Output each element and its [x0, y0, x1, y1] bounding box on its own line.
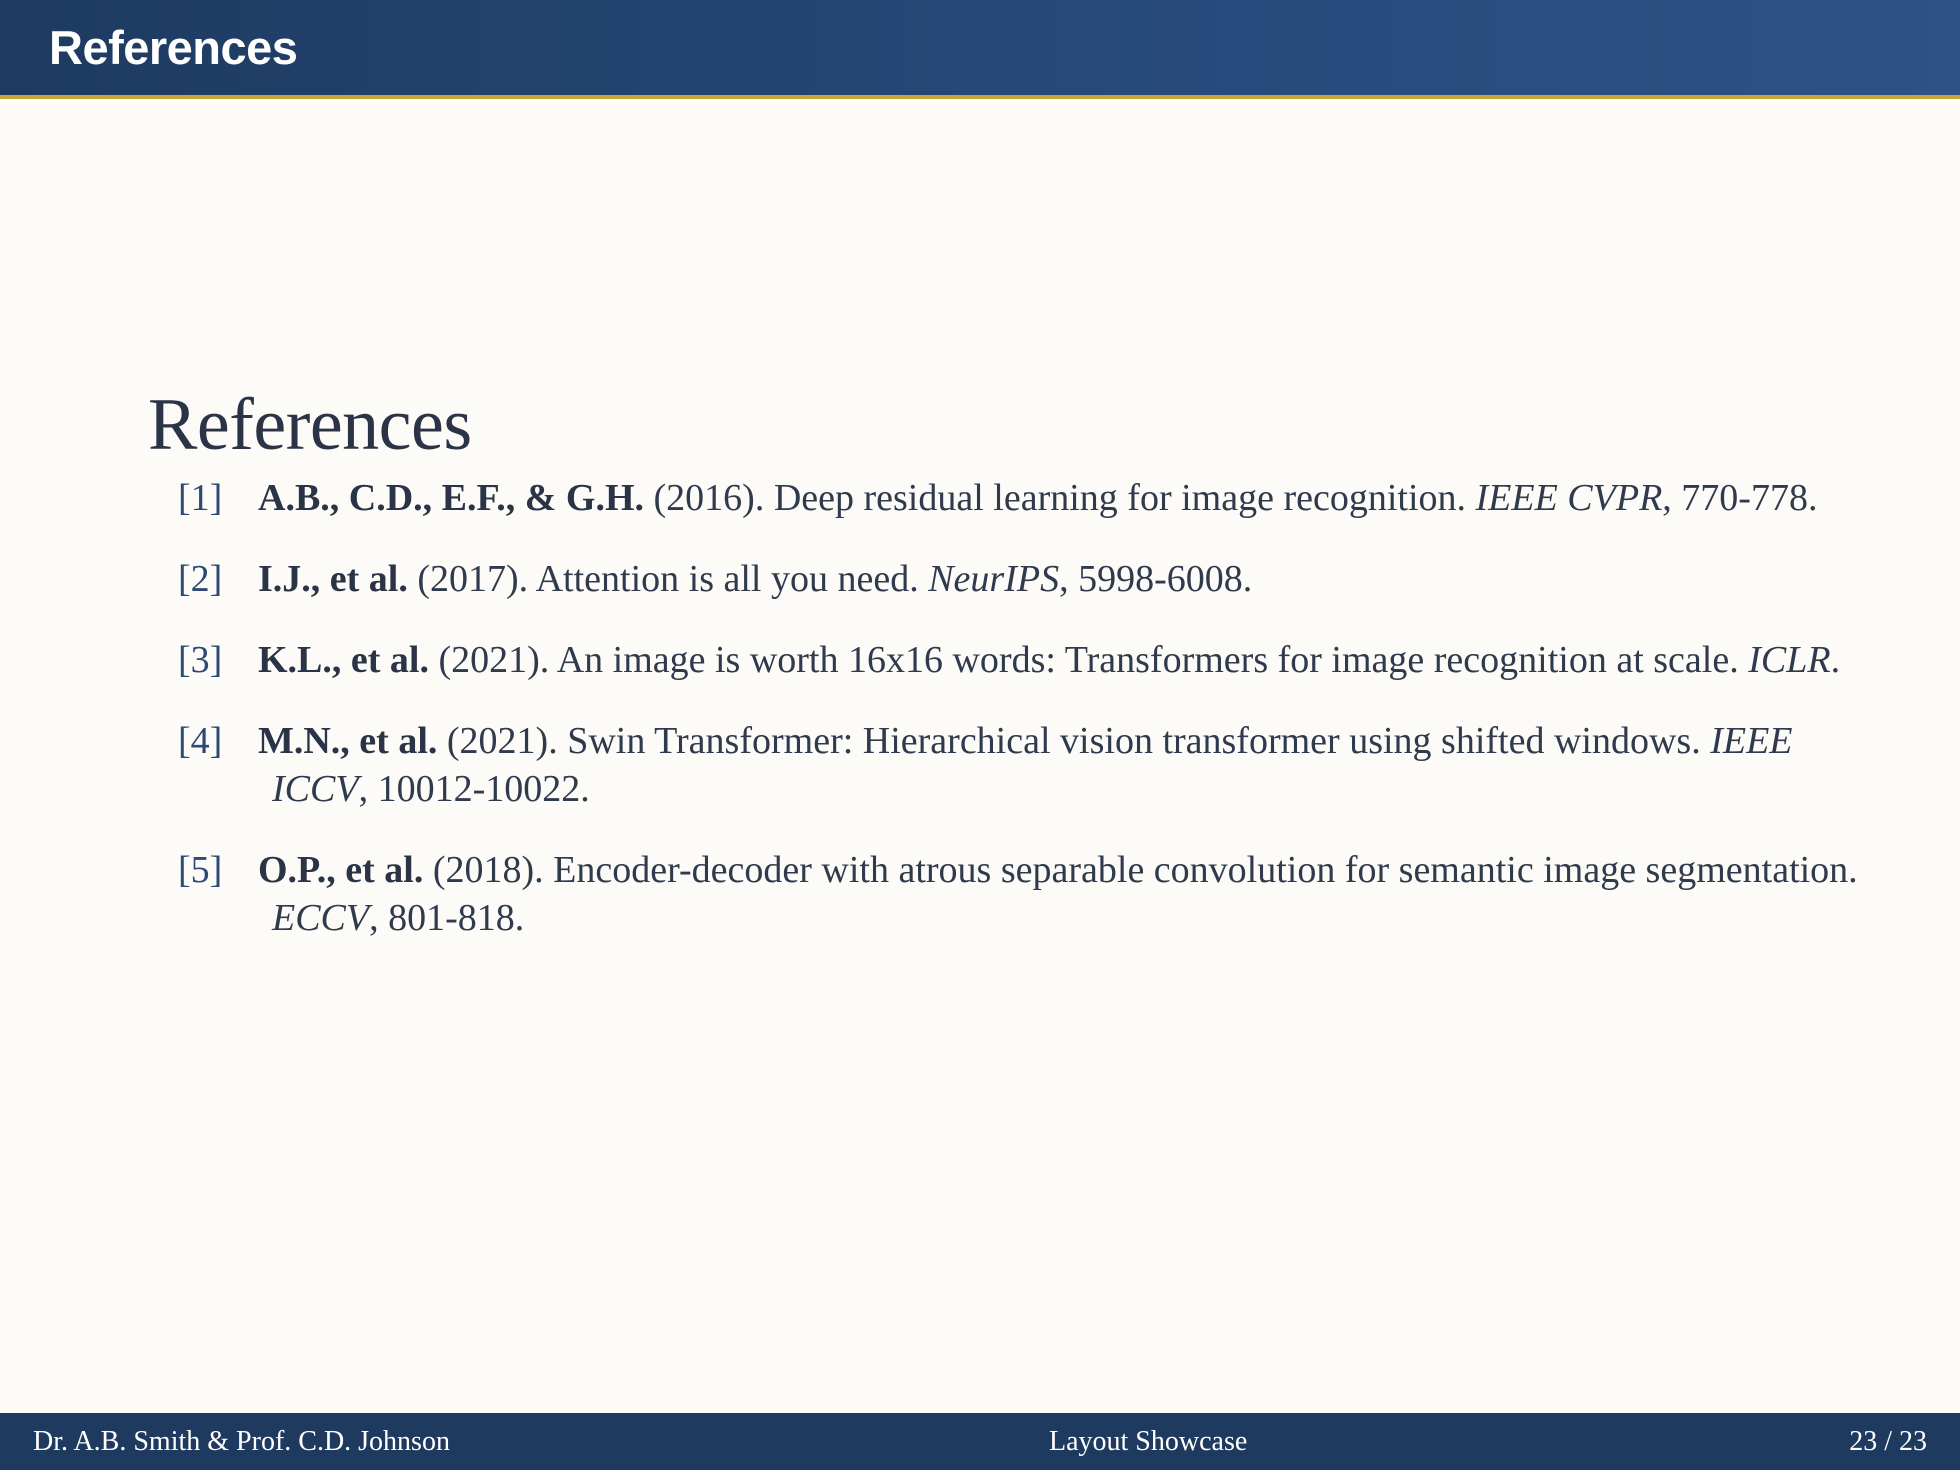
reference-number: [3] [178, 639, 223, 681]
reference-number: [5] [178, 849, 223, 891]
reference-year: (2021). [446, 720, 558, 762]
header-bar [0, 0, 1960, 99]
reference-authors: I.J., et al. [258, 558, 408, 600]
reference-text [258, 717, 1878, 813]
reference-venue: ICLR [1748, 639, 1831, 681]
footer-authors: Dr. A.B. Smith & Prof. C.D. Johnson [33, 1426, 450, 1457]
reference-pages: , 770-778. [1662, 477, 1818, 519]
reference-title: Encoder-decoder with atrous separable convolution for semantic image segmentation. [553, 849, 1858, 891]
reference-text [258, 636, 1878, 684]
reference-venue: NeurIPS [928, 558, 1060, 600]
reference-authors: A.B., C.D., E.F., & G.H. [258, 477, 645, 519]
reference-venue: ECCV [272, 897, 370, 939]
reference-text [258, 555, 1878, 603]
reference-year: (2016). [653, 477, 765, 519]
reference-year: (2017). [417, 558, 529, 600]
reference-number: [2] [178, 558, 223, 600]
reference-title: An image is worth 16x16 words: Transformers for image recognition at scale. [556, 639, 1739, 681]
reference-pages: , 10012-10022. [358, 768, 590, 810]
reference-year: (2018). [432, 849, 544, 891]
reference-text [258, 474, 1878, 522]
reference-item [148, 636, 1878, 684]
reference-pages: , 801-818. [369, 897, 525, 939]
reference-list [148, 474, 1858, 942]
main-content [148, 380, 1858, 975]
reference-pages: . [1830, 639, 1841, 681]
reference-year: (2021). [438, 639, 550, 681]
reference-venue: IEEE ICCV [272, 720, 1793, 810]
reference-item [148, 555, 1878, 603]
reference-item [148, 474, 1878, 522]
footer-presentation-title: Layout Showcase [1049, 1426, 1248, 1457]
reference-authors: K.L., et al. [258, 639, 429, 681]
section-title: References [148, 384, 472, 466]
reference-pages: , 5998-6008. [1059, 558, 1253, 600]
reference-venue: IEEE CVPR [1475, 477, 1663, 519]
reference-text [258, 846, 1878, 942]
reference-title: Attention is all you need. [535, 558, 919, 600]
reference-title: Swin Transformer: Hierarchical vision transformer using shifted windows. [567, 720, 1701, 762]
reference-authors: M.N., et al. [258, 720, 438, 762]
footer-page-counter: 23 / 23 [1849, 1426, 1927, 1457]
header-title: References [49, 21, 298, 74]
reference-item [148, 717, 1878, 813]
footer-bar [0, 1413, 1960, 1470]
reference-title: Deep residual learning for image recognition. [773, 477, 1467, 519]
reference-authors: O.P., et al. [258, 849, 424, 891]
reference-number: [4] [178, 720, 223, 762]
reference-item [148, 846, 1878, 942]
reference-number: [1] [178, 477, 223, 519]
